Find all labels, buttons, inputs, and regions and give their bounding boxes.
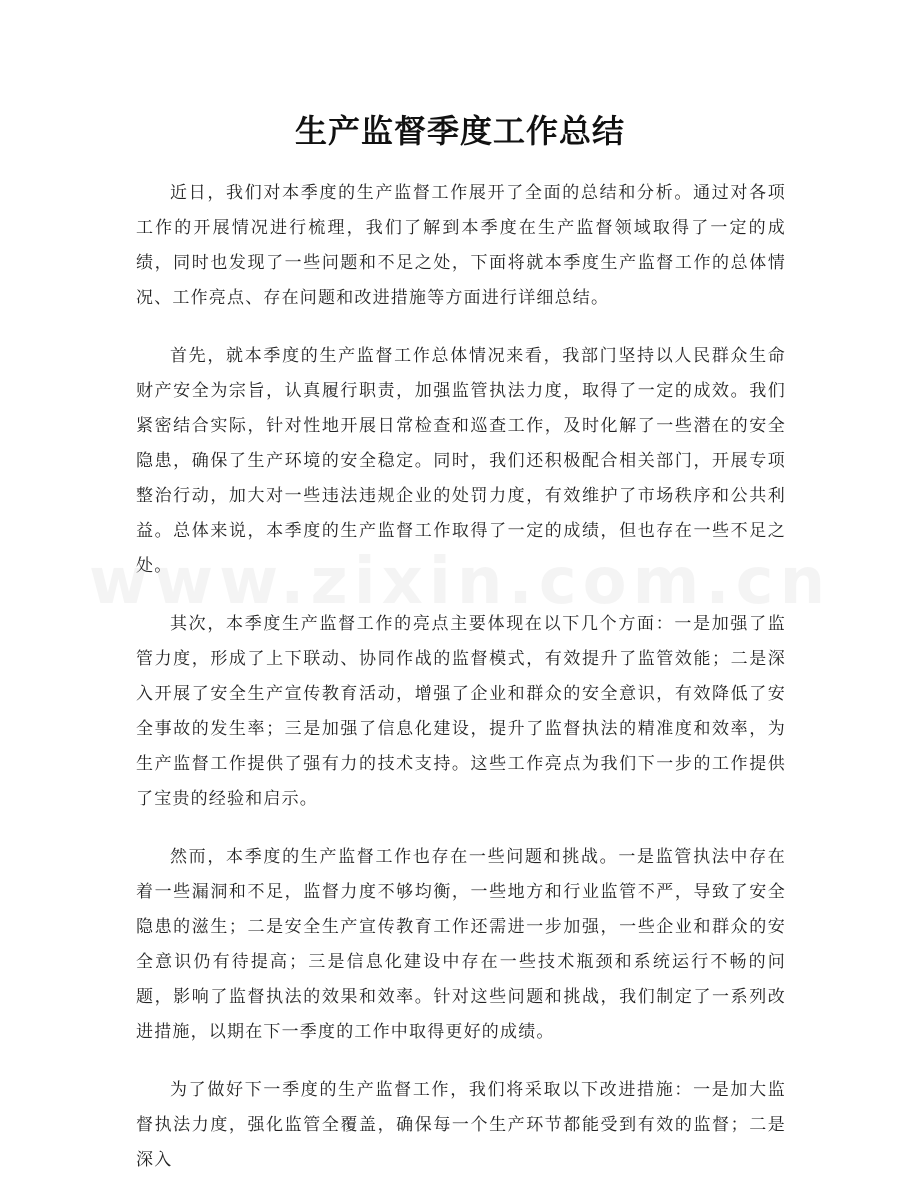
paragraph-overview: 首先，就本季度的生产监督工作总体情况来看，我部门坚持以人民群众生命财产安全为宗旨，认真履行职责，加强监管执法力度，取得了一定的成效。我们紧密结合实际，针对性地开展日常检查和巡查工作，及时化解了一些潜在的安全隐患，确保了生产环境的安全稳定。同时，我们还积极配合相关部门，开展专项整治行动，加大对一些违法违规企业的处罚力度，有效维护了市场秩序和公共利益。总体来说，本季度的生产监督工作取得了一定的成绩，但也存在一些不足之处。 xyxy=(136,346,786,576)
paragraph-problems: 然而，本季度的生产监督工作也存在一些问题和挑战。一是监管执法中存在着一些漏洞和不足，监督力度不够均衡，一些地方和行业监管不严，导致了安全隐患的滋生；二是安全生产宣传教育工作还需进一步加强，一些企业和群众的安全意识仍有待提高；三是信息化建设中存在一些技术瓶颈和系统运行不畅的问题，影响了监督执法的效果和效率。针对这些问题和挑战，我们制定了一系列改进措施，以期在下一季度的工作中取得更好的成绩。 xyxy=(136,847,786,1042)
paragraph-improvements: 为了做好下一季度的生产监督工作，我们将采取以下改进措施：一是加大监督执法力度，强化监管全覆盖，确保每一个生产环节都能受到有效的监督；二是深入 xyxy=(136,1080,786,1170)
document-title: 生产监督季度工作总结 xyxy=(294,112,625,150)
document-body xyxy=(136,176,786,1201)
paragraph-highlights: 其次，本季度生产监督工作的亮点主要体现在以下几个方面：一是加强了监管力度，形成了上下联动、协同作战的监督模式，有效提升了监管效能；二是深入开展了安全生产宣传教育活动，增强了企业和群众的安全意识，有效降低了安全事故的发生率；三是加强了信息化建设，提升了监督执法的精准度和效率，为生产监督工作提供了强有力的技术支持。这些工作亮点为我们下一步的工作提供了宝贵的经验和启示。 xyxy=(136,614,786,809)
paragraph-intro: 近日，我们对本季度的生产监督工作展开了全面的总结和分析。通过对各项工作的开展情况进行梳理，我们了解到本季度在生产监督领域取得了一定的成绩，同时也发现了一些问题和不足之处，下面将就本季度生产监督工作的总体情况、工作亮点、存在问题和改进措施等方面进行详细总结。 xyxy=(136,183,786,308)
